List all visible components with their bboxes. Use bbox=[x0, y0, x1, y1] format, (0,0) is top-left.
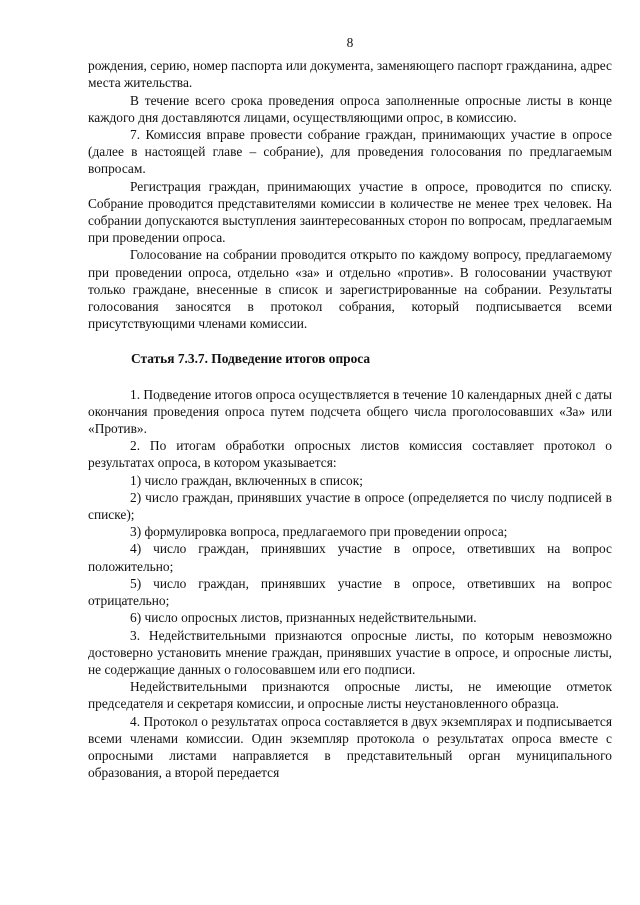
paragraph: 3. Недействительными признаются опросные листы, по которым невозможно достоверно установить мнение граждан, принявших участие в опросе, и опросные листы, не содержащие данных о голосовавшем или его подписи. bbox=[88, 627, 612, 677]
paragraph: Недействительными признаются опросные листы, не имеющие отметок председателя и секретаря комиссии, и опросные листы неустановленного образца. bbox=[88, 679, 612, 712]
paragraph: Регистрация граждан, принимающих участие в опросе, проводится по списку. Собрание проводится представителями комиссии в количестве не менее трех человек. На собрании допускаются выступления заинтересованных сторон по вопросам, предлагаемым при проведении опроса. bbox=[88, 178, 612, 246]
paragraph: 7. Комиссия вправе провести собрание граждан, принимающих участие в опросе (далее в настоящей главе – собрание), для проведения голосования по предлагаемым вопросам. bbox=[88, 127, 612, 177]
list-item: 6) число опросных листов, признанных недействительными. bbox=[130, 610, 477, 626]
page-number: 8 bbox=[346, 35, 354, 50]
document-page bbox=[88, 34, 612, 781]
list-item: 1) число граждан, включенных в список; bbox=[130, 472, 363, 488]
list-item: 4) число граждан, принявших участие в опросе, ответивших на вопрос положительно; bbox=[88, 541, 612, 574]
paragraph: 2. По итогам обработки опросных листов комиссия составляет протокол о результатах опроса, в котором указывается: bbox=[88, 438, 612, 471]
section-title: Статья 7.3.7. Подведение итогов опроса bbox=[131, 351, 371, 367]
list-item: 5) число граждан, принявших участие в опросе, ответивших на вопрос отрицательно; bbox=[88, 575, 612, 609]
paragraph: В течение всего срока проведения опроса заполненные опросные листы в конце каждого дня доставляются лицами, осуществляющими опрос, в комиссию. bbox=[88, 92, 612, 125]
paragraph: Голосование на собрании проводится открыто по каждому вопросу, предлагаемому при проведении опроса, отдельно «за» и отдельно «против». В голосовании участвуют только граждане, внесенные в список и зарегистрированные на собрании. Результаты голосования заносятся в протокол собрания, который подписывается всеми присутствующими членами комиссии. bbox=[88, 247, 612, 332]
list-item: 3) формулировка вопроса, предлагаемого при проведении опроса; bbox=[130, 524, 508, 540]
paragraph: 1. Подведение итогов опроса осуществляется в течение 10 календарных дней с даты окончания проведения опроса путем подсчета общего числа проголосовавших «За» или «Против». bbox=[88, 386, 612, 437]
paragraph: 4. Протокол о результатах опроса составляется в двух экземплярах и подписывается всеми членами комиссии. Один экземпляр протокола о результатах опроса вместе с опросными листами направляется в представительный орган муниципального образования, а второй передается bbox=[88, 713, 612, 781]
list-item: 2) число граждан, принявших участие в опросе (определяется по числу подписей в списке); bbox=[88, 489, 612, 523]
paragraph: рождения, серию, номер паспорта или документа, заменяющего паспорт гражданина, адрес места жительства. bbox=[88, 58, 612, 91]
